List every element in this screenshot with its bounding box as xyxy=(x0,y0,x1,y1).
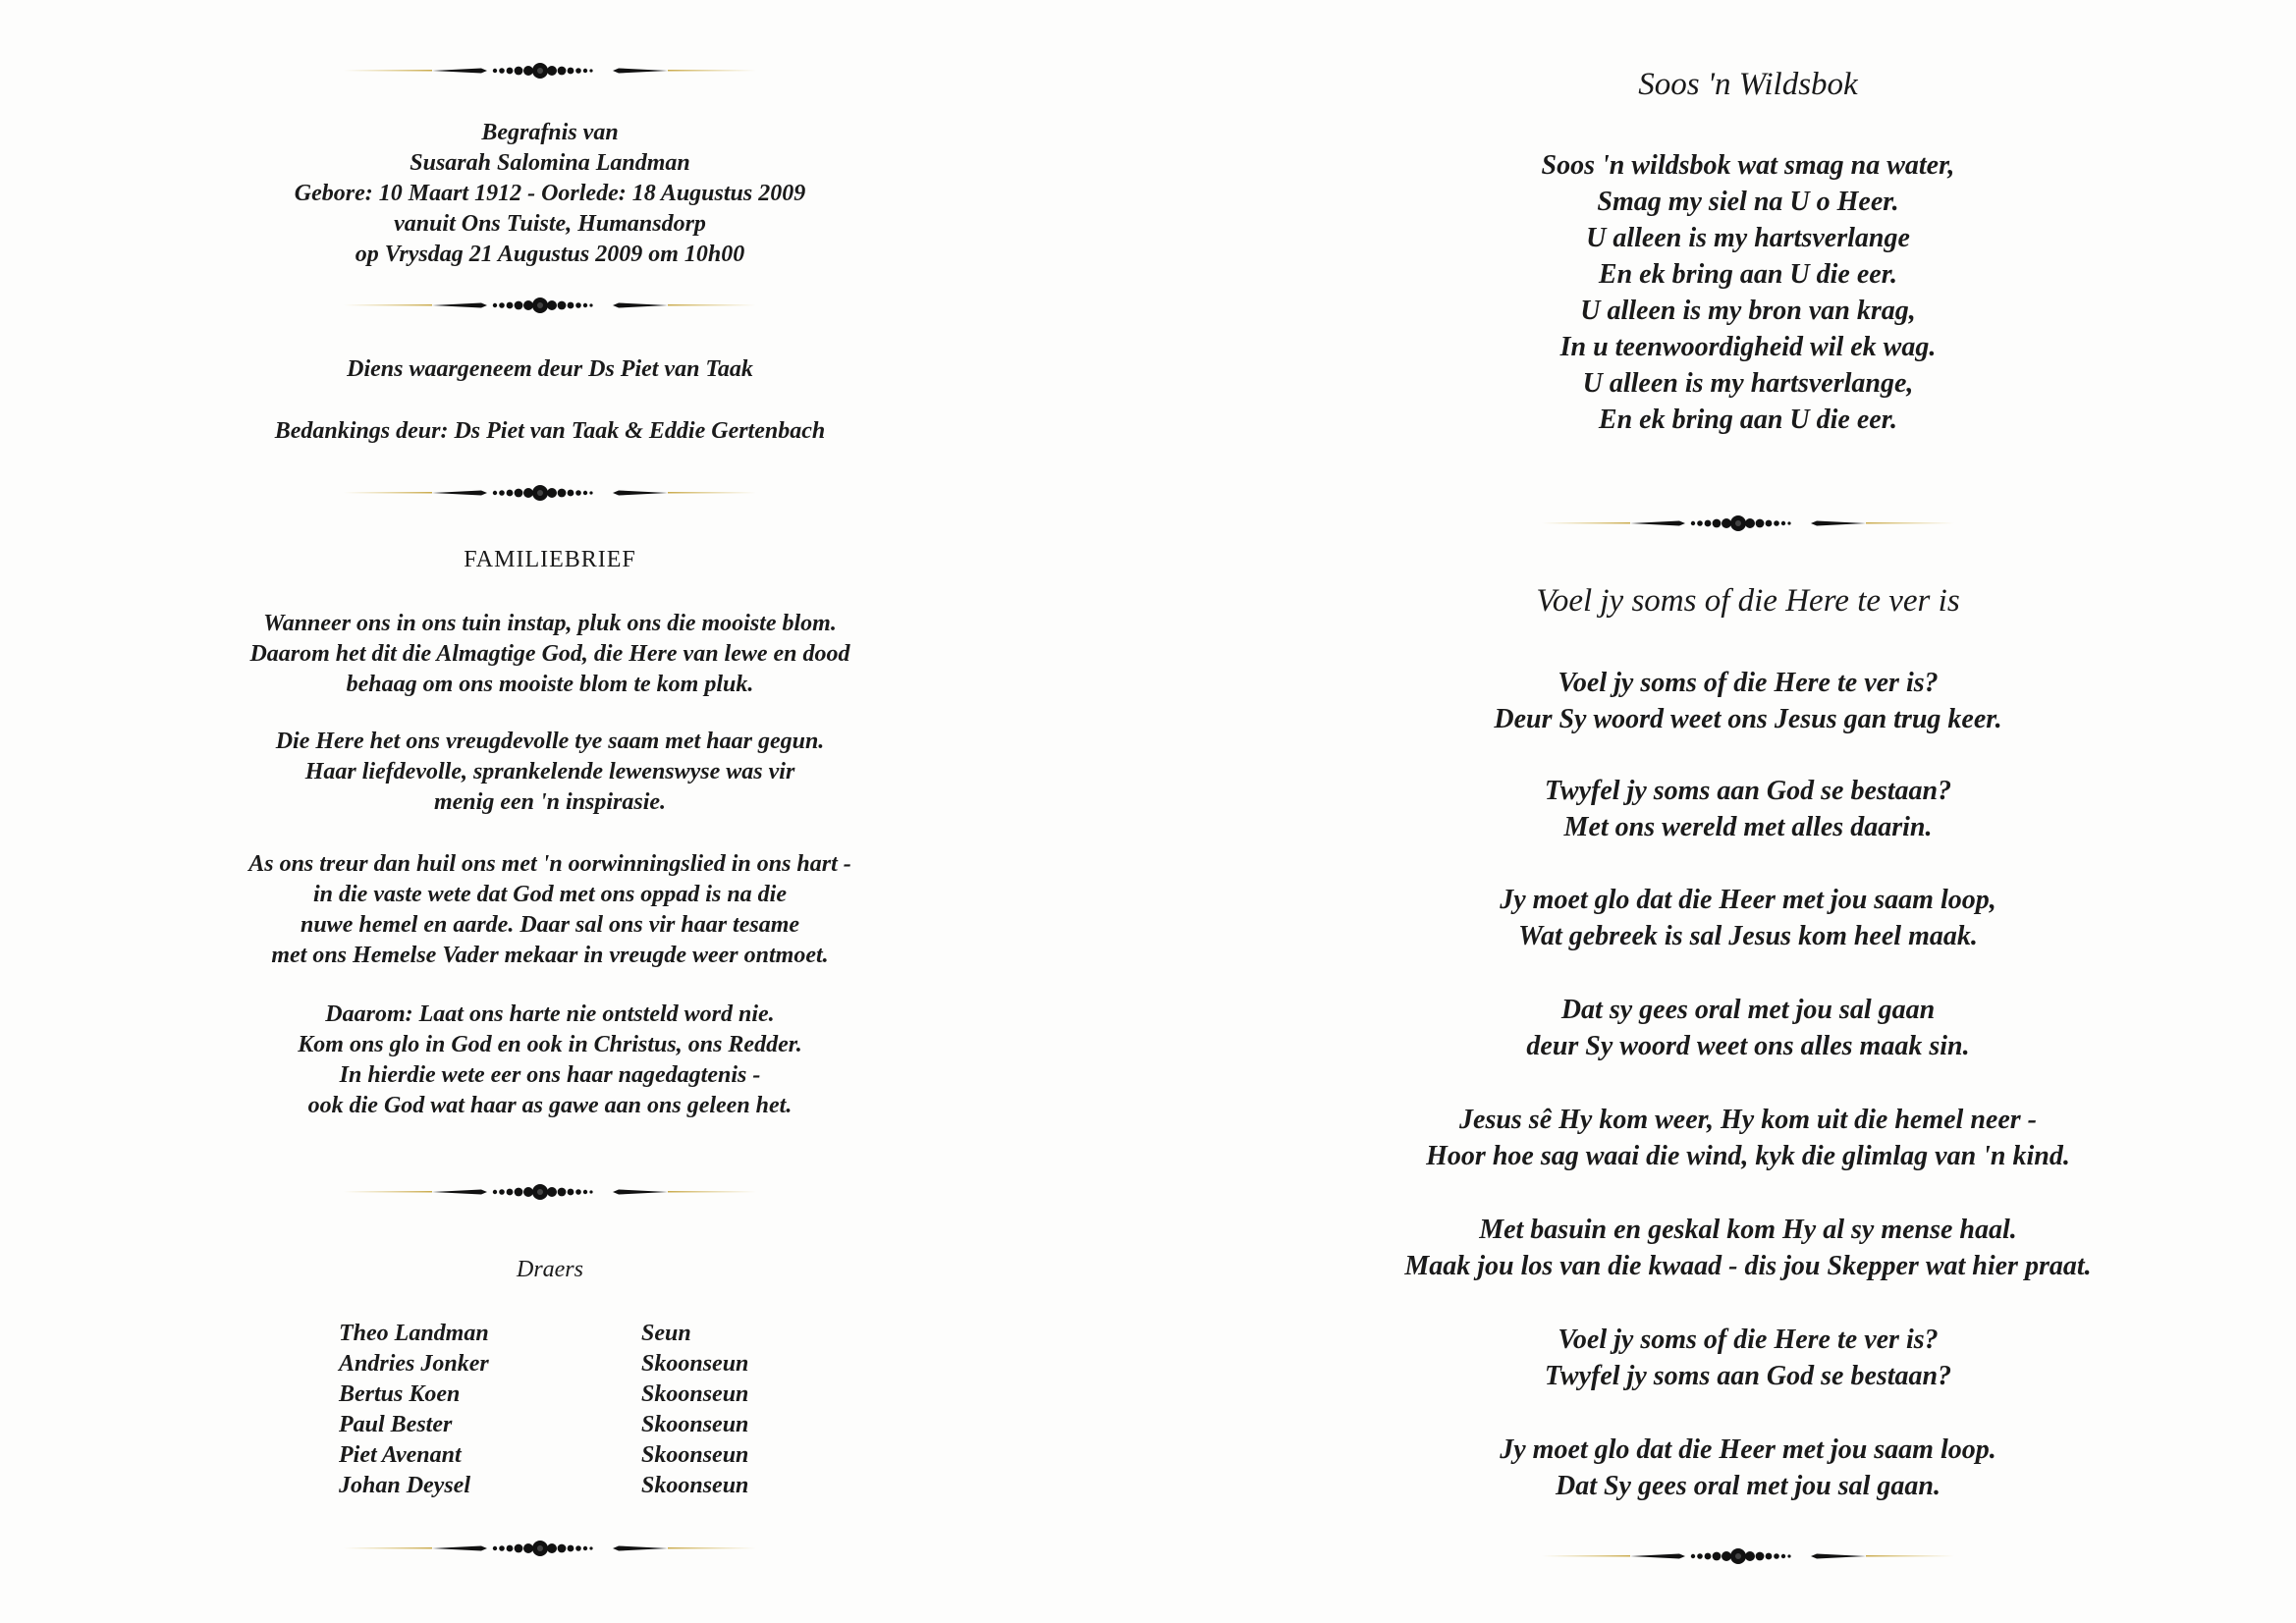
lyric-line: Deur Sy woord weet ons Jesus gan trug keer. xyxy=(1494,704,2002,734)
letter-line: Daarom het dit die Almagtige God, die Here van lewe en dood xyxy=(249,641,850,667)
lyric-line: deur Sy woord weet ons alles maak sin. xyxy=(1526,1031,1970,1061)
lyric-line: U alleen is my bron van krag, xyxy=(1580,296,1916,326)
lyric-line: Hoor hoe sag waai die wind, kyk die glimlag van 'n kind. xyxy=(1426,1141,2070,1171)
letter-paragraph xyxy=(0,609,1100,700)
letter-line: nuwe hemel en aarde. Daar sal ons vir haar tesame xyxy=(300,912,800,938)
letter-line: Kom ons glo in God en ook in Christus, ons Redder. xyxy=(298,1032,802,1057)
lyric-line: U alleen is my hartsverlange xyxy=(1586,223,1910,253)
bearer-relation: Skoonseun xyxy=(641,1442,749,1468)
bearer-name: Piet Avenant xyxy=(339,1442,462,1468)
beaded-divider-icon xyxy=(344,296,756,315)
list-item xyxy=(339,1440,791,1471)
song-stanza xyxy=(1208,1102,2288,1174)
beaded-divider-icon xyxy=(344,61,756,81)
letter-line: in die vaste wete dat God met ons oppad is na die xyxy=(313,882,787,907)
song-stanza xyxy=(1208,1212,2288,1284)
beaded-divider-icon xyxy=(1542,1546,1954,1566)
song-stanza xyxy=(1208,665,2288,737)
service-text: Diens waargeneem deur Ds Piet van Taak xyxy=(347,356,753,382)
funeral-details xyxy=(0,118,1100,270)
song-title: Voel jy soms of die Here te ver is xyxy=(1536,583,1960,619)
letter-line: behaag om ons mooiste blom te kom pluk. xyxy=(346,672,754,697)
letter-line: met ons Hemelse Vader mekaar in vreugde weer ontmoet. xyxy=(271,943,829,968)
letter-line: In hierdie wete eer ons haar nagedagtenis - xyxy=(339,1062,761,1088)
letter-line: menig een 'n inspirasie. xyxy=(433,789,667,815)
letter-paragraph xyxy=(0,1000,1100,1121)
bearers-list xyxy=(339,1319,791,1501)
beaded-divider-icon xyxy=(1542,514,1954,533)
bearer-relation: Skoonseun xyxy=(641,1473,749,1498)
left-page xyxy=(0,0,1100,1623)
letter-line: Daarom: Laat ons harte nie ontsteld word nie. xyxy=(325,1001,775,1027)
lyric-line: Met ons wereld met alles daarin. xyxy=(1563,812,1933,842)
lyric-line: Jy moet glo dat die Heer met jou saam loop, xyxy=(1500,885,1996,915)
list-item xyxy=(339,1380,791,1410)
song-stanza xyxy=(1208,1322,2288,1394)
funeral-line: Gebore: 10 Maart 1912 - Oorlede: 18 Augustus 2009 xyxy=(294,181,806,206)
lyric-line: Soos 'n wildsbok wat smag na water, xyxy=(1541,150,1955,181)
bearer-name: Paul Bester xyxy=(339,1412,453,1437)
list-item xyxy=(339,1349,791,1380)
bearer-relation: Seun xyxy=(641,1321,691,1346)
lyric-line: In u teenwoordigheid wil ek wag. xyxy=(1559,332,1937,362)
bearer-name: Andries Jonker xyxy=(339,1351,489,1377)
song-title: Soos 'n Wildsbok xyxy=(1638,67,1858,102)
letter-line: Die Here het ons vreugdevolle tye saam met haar gegun. xyxy=(275,729,825,754)
funeral-line: op Vrysdag 21 Augustus 2009 om 10h00 xyxy=(355,242,745,267)
beaded-divider-icon xyxy=(344,483,756,503)
bearers-heading: Draers xyxy=(516,1257,583,1282)
lyric-line: Maak jou los van die kwaad - dis jou Skepper wat hier praat. xyxy=(1404,1251,2092,1281)
bearer-relation: Skoonseun xyxy=(641,1381,749,1407)
list-item xyxy=(339,1319,791,1349)
song-lyrics xyxy=(1208,147,2288,438)
service-line xyxy=(0,354,1100,385)
song-stanza xyxy=(1208,882,2288,954)
bearer-relation: Skoonseun xyxy=(641,1412,749,1437)
lyric-line: Jy moet glo dat die Heer met jou saam loop. xyxy=(1500,1434,1996,1465)
letter-line: Wanneer ons in ons tuin instap, pluk ons die mooiste blom. xyxy=(263,611,837,636)
thanks-line xyxy=(0,416,1100,447)
lyric-line: En ek bring aan U die eer. xyxy=(1598,405,1898,435)
list-item xyxy=(339,1471,791,1501)
lyric-line: Voel jy soms of die Here te ver is? xyxy=(1558,668,1939,698)
bearer-name: Theo Landman xyxy=(339,1321,489,1346)
lyric-line: U alleen is my hartsverlange, xyxy=(1582,368,1914,399)
letter-line: Haar liefdevolle, sprankelende lewenswyse was vir xyxy=(304,759,795,784)
lyric-line: En ek bring aan U die eer. xyxy=(1598,259,1898,290)
letter-paragraph xyxy=(0,727,1100,818)
lyric-line: Dat Sy gees oral met jou sal gaan. xyxy=(1555,1471,1941,1501)
funeral-line: Begrafnis van xyxy=(481,120,619,145)
beaded-divider-icon xyxy=(344,1539,756,1558)
list-item xyxy=(339,1410,791,1440)
letter-heading: FAMILIEBRIEF xyxy=(464,547,636,572)
bearer-relation: Skoonseun xyxy=(641,1351,749,1377)
bearer-name: Bertus Koen xyxy=(339,1381,461,1407)
lyric-line: Twyfel jy soms aan God se bestaan? xyxy=(1544,1361,1952,1391)
deceased-name: Susarah Salomina Landman xyxy=(410,150,690,176)
beaded-divider-icon xyxy=(344,1182,756,1202)
lyric-line: Jesus sê Hy kom weer, Hy kom uit die hemel neer - xyxy=(1459,1105,2037,1135)
letter-paragraph xyxy=(0,849,1100,971)
lyric-line: Voel jy soms of die Here te ver is? xyxy=(1558,1325,1939,1355)
song-stanza xyxy=(1208,773,2288,845)
letter-line: As ons treur dan huil ons met 'n oorwinningslied in ons hart - xyxy=(248,851,851,877)
bearer-name: Johan Deysel xyxy=(339,1473,470,1498)
song-stanza xyxy=(1208,992,2288,1064)
song-stanza xyxy=(1208,1432,2288,1504)
right-page xyxy=(1208,0,2288,1623)
thanks-text: Bedankings deur: Ds Piet van Taak & Eddie Gertenbach xyxy=(274,418,826,444)
lyric-line: Smag my siel na U o Heer. xyxy=(1597,187,1899,217)
lyric-line: Wat gebreek is sal Jesus kom heel maak. xyxy=(1518,921,1978,951)
funeral-line: vanuit Ons Tuiste, Humansdorp xyxy=(394,211,706,237)
lyric-line: Twyfel jy soms aan God se bestaan? xyxy=(1544,776,1952,806)
lyric-line: Met basuin en geskal kom Hy al sy mense haal. xyxy=(1479,1215,2017,1245)
lyric-line: Dat sy gees oral met jou sal gaan xyxy=(1560,995,1936,1025)
letter-line: ook die God wat haar as gawe aan ons geleen het. xyxy=(307,1093,793,1118)
